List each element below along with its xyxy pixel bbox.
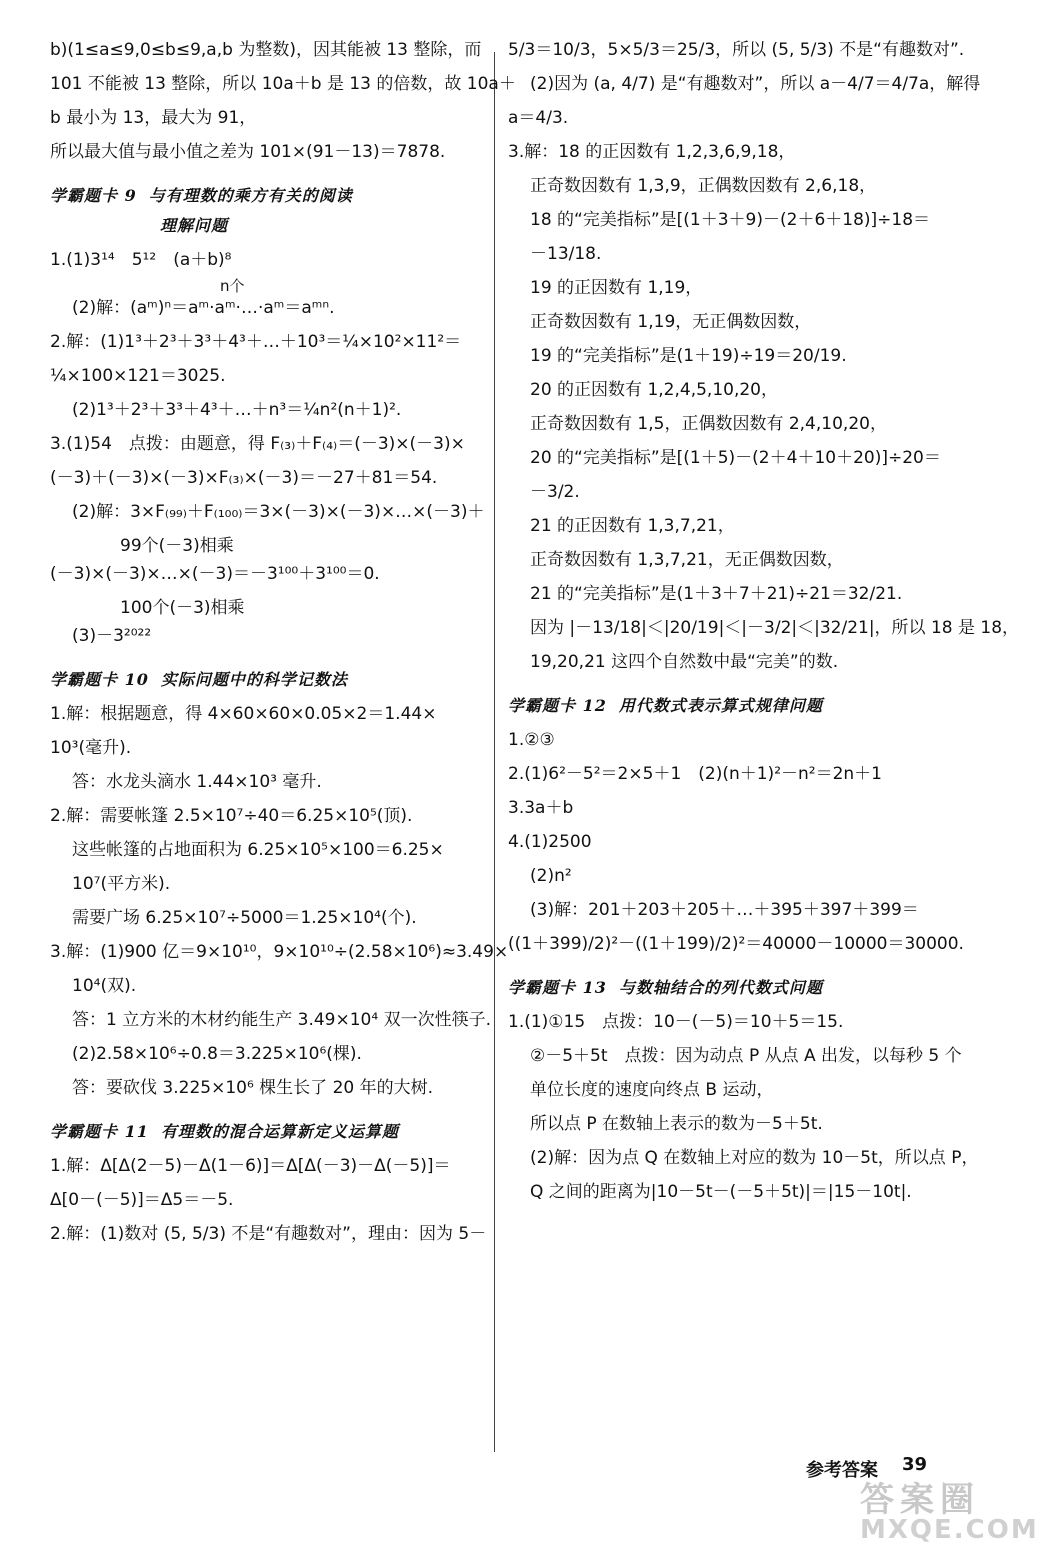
answer-line <box>50 564 482 598</box>
answer-text: 5/3＝10/3，5×5/3＝25/3，所以 (5, 5/3) 不是“有趣数对”. <box>508 40 965 60</box>
answer-text: 正奇数因数有 1,5，正偶数因数有 2,4,10,20， <box>530 414 887 434</box>
answer-line <box>508 798 948 832</box>
answer-line <box>50 738 482 772</box>
answer-text: (3)－3²⁰²² <box>72 626 152 646</box>
answer-text: 1.(1)3¹⁴ 5¹² (a＋b)⁸ <box>50 250 232 270</box>
answer-line <box>50 332 482 366</box>
section-title: 与数轴结合的列代数式问题 <box>618 978 823 997</box>
section-heading <box>508 978 948 998</box>
answer-text: 1.解：Δ[Δ(2－5)－Δ(1－6)]＝Δ[Δ(－3)－Δ(－5)]＝ <box>50 1156 451 1176</box>
section-card-label: 学霸题卡 11 <box>50 1122 149 1141</box>
answer-text: 所以点 P 在数轴上表示的数为－5＋5t. <box>530 1114 823 1134</box>
answer-text: 2.解：(1)1³＋2³＋3³＋4³＋…＋10³＝¼×10²×11²＝ <box>50 332 462 352</box>
answer-line <box>508 312 948 346</box>
answer-line <box>508 74 981 108</box>
answer-line <box>50 366 482 400</box>
section-card-label: 学霸题卡 10 <box>50 670 149 689</box>
answer-line <box>508 244 948 278</box>
answer-text: (－3)×(－3)×…×(－3)＝－3¹⁰⁰＋3¹⁰⁰＝0. <box>50 564 380 584</box>
answer-line <box>50 1156 482 1190</box>
section-heading <box>50 1122 482 1142</box>
answer-text: 答：水龙头滴水 1.44×10³ 毫升. <box>72 772 322 792</box>
answer-line <box>508 448 948 482</box>
answer-text: 3.解：(1)900 亿＝9×10¹⁰，9×10¹⁰÷(2.58×10⁶)≈3.49× <box>50 942 509 962</box>
answer-line <box>508 866 948 900</box>
footer-label: 参考答案 <box>806 1460 878 1481</box>
answer-line <box>50 502 485 536</box>
answer-text: 答：1 立方米的木材约能生产 3.49×10⁴ 双一次性筷子. <box>72 1010 491 1030</box>
answer-line <box>508 210 948 244</box>
watermark-stamp: 答案圈 <box>860 1480 980 1520</box>
brace-count-label: n个 <box>220 277 245 295</box>
answer-line <box>50 250 482 284</box>
answer-line <box>50 40 482 74</box>
answer-line <box>50 1010 491 1044</box>
section-title-continued: 理解问题 <box>160 216 229 235</box>
answer-line <box>50 1078 482 1112</box>
answer-line <box>50 840 482 874</box>
answer-line <box>50 1044 482 1078</box>
left-column <box>50 40 516 1258</box>
answer-text: (2)1³＋2³＋3³＋4³＋…＋n³＝¼n²(n＋1)². <box>72 400 402 420</box>
answer-line <box>50 942 509 976</box>
answer-text: (2)解：(aᵐ)ⁿ＝aᵐ·aᵐ·…·aᵐ＝aᵐⁿ. <box>72 298 335 318</box>
answer-line <box>50 74 516 108</box>
answer-text: 19 的正因数有 1,19， <box>530 278 703 298</box>
answer-text: 19 的“完美指标”是(1＋19)÷19＝20/19. <box>530 346 847 366</box>
answer-line <box>50 874 482 908</box>
brace-label <box>50 536 482 564</box>
answer-line <box>50 277 482 332</box>
answer-line <box>50 626 482 660</box>
answer-text: 4.(1)2500 <box>508 832 592 852</box>
answer-text: ¼×100×121＝3025. <box>50 366 226 386</box>
answer-text: 需要广场 6.25×10⁷÷5000＝1.25×10⁴(个). <box>72 908 417 928</box>
answer-line <box>50 1224 487 1258</box>
section-heading <box>50 186 482 206</box>
answer-text: 3.3a＋b <box>508 798 574 818</box>
answer-line <box>508 1012 948 1046</box>
column-divider <box>494 52 495 1452</box>
answer-text: (2)因为 (a, 4/7) 是“有趣数对”，所以 a－4/7＝4/7a，解得 <box>530 74 981 94</box>
answer-line <box>50 704 482 738</box>
brace-label <box>50 598 482 626</box>
answer-line <box>508 618 1020 652</box>
answer-text: 1.(1)①15 点拨：10－(－5)＝10＋5＝15. <box>508 1012 844 1032</box>
answer-line <box>50 908 482 942</box>
answer-line <box>50 434 482 468</box>
answer-text: 20 的正因数有 1,2,4,5,10,20， <box>530 380 778 400</box>
answer-line <box>508 652 948 686</box>
answer-line <box>508 764 948 798</box>
section-title: 实际问题中的科学记数法 <box>160 670 348 689</box>
section-title: 有理数的混合运算新定义运算题 <box>160 1122 399 1141</box>
answer-text: 3.(1)54 点拨：由题意，得 F₍₃₎＋F₍₄₎＝(－3)×(－3)× <box>50 434 465 454</box>
watermark-logo <box>860 1472 1039 1545</box>
answer-text: 2.解：(1)数对 (5, 5/3) 不是“有趣数对”，理由：因为 5－ <box>50 1224 487 1244</box>
answer-line <box>508 40 965 74</box>
answer-text: 19,20,21 这四个自然数中最“完美”的数. <box>530 652 839 672</box>
answer-line <box>508 1182 948 1216</box>
section-title: 用代数式表示算式规律问题 <box>618 696 823 715</box>
answer-line <box>508 516 948 550</box>
section-title: 与有理数的乘方有关的阅读 <box>148 186 353 205</box>
answer-text: 101 不能被 13 整除，所以 10a＋b 是 13 的倍数，故 10a＋ <box>50 74 516 94</box>
answer-text: Q 之间的距离为|10－5t－(－5＋5t)|＝|15－10t|. <box>530 1182 912 1202</box>
answer-text: 10⁷(平方米). <box>72 874 171 894</box>
page-number: 39 <box>902 1454 928 1475</box>
answer-text: －3/2. <box>530 482 580 502</box>
answer-text: 正奇数因数有 1,3,9，正偶数因数有 2,6,18， <box>530 176 877 196</box>
answer-text: Δ[0－(－5)]＝Δ5＝－5. <box>50 1190 234 1210</box>
answer-text: 18 的“完美指标”是[(1＋3＋9)－(2＋6＋18)]÷18＝ <box>530 210 931 230</box>
section-card-label: 学霸题卡 9 <box>50 186 137 205</box>
answer-text: 2.解：需要帐篷 2.5×10⁷÷40＝6.25×10⁵(顶). <box>50 806 413 826</box>
answer-text: (2)2.58×10⁶÷0.8＝3.225×10⁶(棵). <box>72 1044 362 1064</box>
answer-text: 10³(毫升). <box>50 738 132 758</box>
answer-text: 3.解：18 的正因数有 1,2,3,6,9,18， <box>508 142 796 162</box>
answer-text: 正奇数因数有 1,19，无正偶数因数， <box>530 312 812 332</box>
answer-line <box>508 142 948 176</box>
answer-line <box>508 1114 948 1148</box>
answer-text: ((1＋399)/2)²－((1＋199)/2)²＝40000－10000＝30000. <box>508 934 964 954</box>
answer-text: 所以最大值与最小值之差为 101×(91－13)＝7878. <box>50 142 446 162</box>
section-card-label: 学霸题卡 12 <box>508 696 607 715</box>
answer-text: －13/18. <box>530 244 602 264</box>
answer-line <box>508 1046 962 1080</box>
section-heading <box>508 696 948 716</box>
answer-line <box>508 414 948 448</box>
answer-line <box>508 832 948 866</box>
section-heading <box>50 670 482 690</box>
answer-text: (2)n² <box>530 866 572 886</box>
answer-line <box>50 806 482 840</box>
answer-text: 10⁴(双). <box>72 976 137 996</box>
answer-line <box>508 1148 979 1182</box>
answer-text: (－3)＋(－3)×(－3)×F₍₃₎×(－3)＝－27＋81＝54. <box>50 468 438 488</box>
answer-text: 21 的“完美指标”是(1＋3＋7＋21)÷21＝32/21. <box>530 584 903 604</box>
answer-text: 100个(－3)相乘 <box>120 598 245 618</box>
answer-text: (2)解：3×F₍₉₉₎＋F₍₁₀₀₎＝3×(－3)×(－3)×…×(－3)＋ <box>72 502 485 522</box>
answer-text: 答：要砍伐 3.225×10⁶ 棵生长了 20 年的大树. <box>72 1078 434 1098</box>
answer-line <box>50 976 482 1010</box>
answer-line <box>50 1190 482 1224</box>
answer-line <box>508 584 948 618</box>
answer-text: (3)解：201＋203＋205＋…＋395＋397＋399＝ <box>530 900 919 920</box>
answer-line <box>508 108 948 142</box>
answer-text: 2.(1)6²－5²＝2×5＋1 (2)(n＋1)²－n²＝2n＋1 <box>508 764 882 784</box>
answer-text: b)(1≤a≤9,0≤b≤9,a,b 为整数)，因其能被 13 整除，而 <box>50 40 482 60</box>
section-card-label: 学霸题卡 13 <box>508 978 607 997</box>
answer-line <box>50 400 482 434</box>
answer-line <box>508 346 948 380</box>
answer-line <box>508 550 948 584</box>
answer-text: 单位长度的速度向终点 B 运动， <box>530 1080 774 1100</box>
answer-line <box>508 278 948 312</box>
answer-line <box>508 380 948 414</box>
answer-line <box>50 108 482 142</box>
answer-text: 1.②③ <box>508 730 555 750</box>
answer-text: a＝4/3. <box>508 108 569 128</box>
answer-line <box>50 772 482 806</box>
answer-text: 因为 |－13/18|＜|20/19|＜|－3/2|＜|32/21|，所以 18 是 18， <box>530 618 1020 638</box>
answer-text: (2)解：因为点 Q 在数轴上对应的数为 10－5t，所以点 P， <box>530 1148 979 1168</box>
answer-text: ②－5＋5t 点拨：因为动点 P 从点 A 出发，以每秒 5 个 <box>530 1046 962 1066</box>
answer-text: b 最小为 13，最大为 91， <box>50 108 257 128</box>
answer-text: 99个(－3)相乘 <box>120 536 234 556</box>
answer-text: 21 的正因数有 1,3,7,21， <box>530 516 735 536</box>
answer-line <box>50 142 482 176</box>
right-column <box>508 40 1020 1216</box>
answer-line <box>508 730 948 764</box>
answer-line <box>50 468 482 502</box>
answer-line <box>508 176 948 210</box>
answer-text: 20 的“完美指标”是[(1＋5)－(2＋4＋10＋20)]÷20＝ <box>530 448 941 468</box>
answer-text: 这些帐篷的占地面积为 6.25×10⁵×100＝6.25× <box>72 840 444 860</box>
watermark-url: MXQE.COM <box>860 1515 1039 1545</box>
answer-line <box>508 482 948 516</box>
answer-text: 正奇数因数有 1,3,7,21，无正偶数因数， <box>530 550 844 570</box>
answer-line <box>508 1080 948 1114</box>
answer-text: 1.解：根据题意，得 4×60×60×0.05×2＝1.44× <box>50 704 437 724</box>
answer-line <box>508 934 964 968</box>
answer-line <box>508 900 948 934</box>
